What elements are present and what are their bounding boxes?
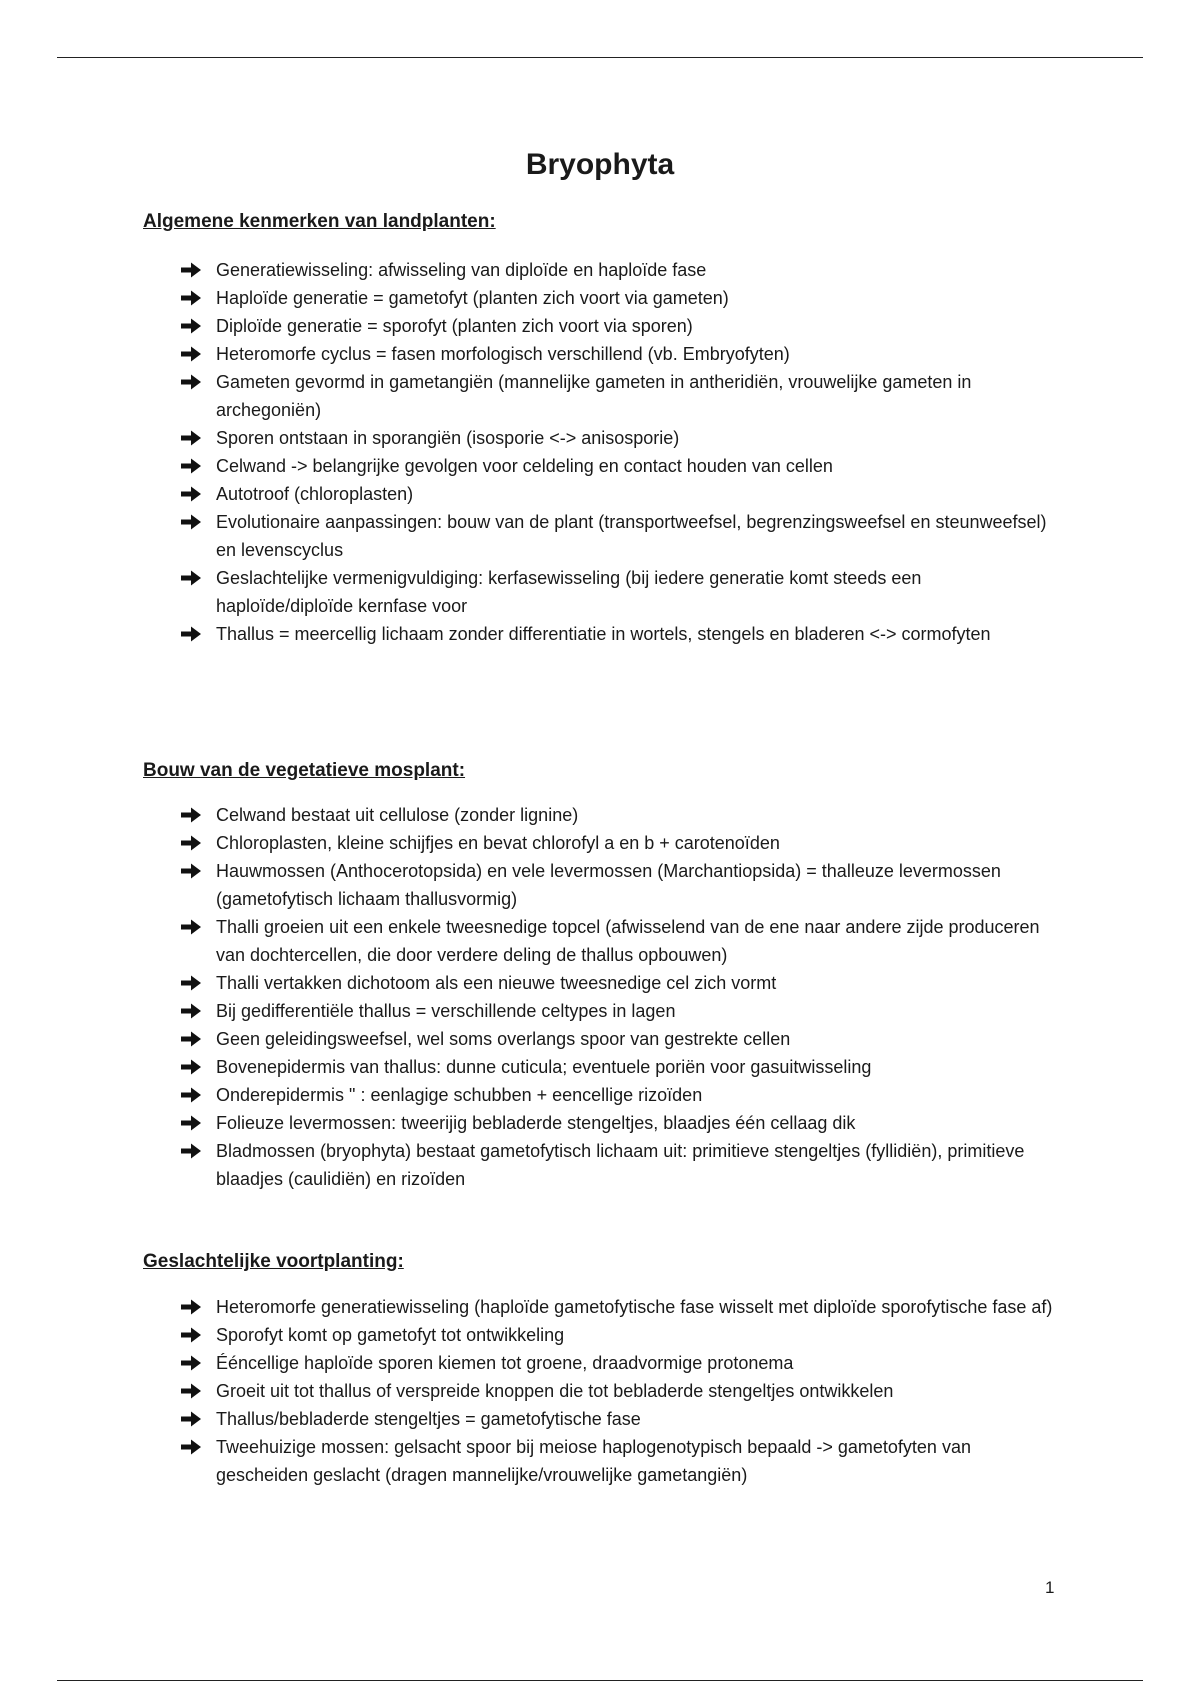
list-item-text: Thalli groeien uit een enkele tweesnedige topcel (afwisselend van de ene naar andere zijde produceren van dochtercellen, die door verdere deling de thallus opbouwen) [216, 917, 1040, 965]
list-item [0, 452, 1056, 480]
list-item [0, 1321, 1056, 1349]
list-item [0, 1293, 1056, 1321]
arrow-right-icon [180, 1002, 202, 1020]
arrow-right-icon [180, 373, 202, 391]
list-item [0, 368, 1056, 424]
list-item-text: Diploïde generatie = sporofyt (planten zich voort via sporen) [216, 316, 693, 336]
arrow-right-icon [180, 1030, 202, 1048]
list-item [0, 1405, 1056, 1433]
list-item-text: Celwand -> belangrijke gevolgen voor celdeling en contact houden van cellen [216, 456, 833, 476]
list-item-text: Heteromorfe cyclus = fasen morfologisch verschillend (vb. Embryofyten) [216, 344, 790, 364]
list-item-text: Autotroof (chloroplasten) [216, 484, 414, 504]
list-item [0, 1109, 1056, 1137]
list-item-text: Ééncellige haploïde sporen kiemen tot groene, draadvormige protonema [216, 1353, 794, 1373]
arrow-right-icon [180, 1142, 202, 1160]
list-item [0, 508, 1056, 564]
list-item-text: Sporen ontstaan in sporangiën (isosporie <-> anisosporie) [216, 428, 680, 448]
list-item-text: Onderepidermis " : eenlagige schubben + eencellige rizoïden [216, 1085, 703, 1105]
arrow-right-icon [180, 429, 202, 447]
list-item [0, 1377, 1056, 1405]
list-item [0, 256, 1056, 284]
arrow-right-icon [180, 1298, 202, 1316]
section-heading-reproduction: Geslachtelijke voortplanting: [143, 1251, 404, 1272]
list-item [0, 857, 1056, 913]
arrow-right-icon [180, 1326, 202, 1344]
arrow-right-icon [180, 974, 202, 992]
list-item [0, 801, 1056, 829]
arrow-right-icon [180, 862, 202, 880]
list-item-text: Thallus = meercellig lichaam zonder differentiatie in wortels, stengels en bladeren <-> cormofyten [216, 624, 991, 644]
section-heading-vegetative: Bouw van de vegetatieve mosplant: [143, 760, 466, 781]
list-item-text: Tweehuizige mossen: gelsacht spoor bij meiose haplogenotypisch bepaald -> gametofyten van gescheiden geslacht (dragen mannelijke/vrouwelijke gametangiën) [216, 1437, 971, 1485]
list-item [0, 1137, 1056, 1193]
list-item [0, 1025, 1056, 1053]
list-item [0, 284, 1056, 312]
arrow-right-icon [180, 345, 202, 363]
list-item [0, 829, 1056, 857]
section-list-general [0, 256, 1056, 648]
arrow-right-icon [180, 1058, 202, 1076]
list-item-text: Generatiewisseling: afwisseling van diploïde en haploïde fase [216, 260, 707, 280]
list-item-text: Bladmossen (bryophyta) bestaat gametofytisch lichaam uit: primitieve stengeltjes (fyllidiën), primitieve blaadjes (caulidiën) en rizoïden [216, 1141, 1025, 1189]
list-item [0, 913, 1056, 969]
list-item [0, 312, 1056, 340]
list-item-text: Hauwmossen (Anthocerotopsida) en vele levermossen (Marchantiopsida) = thalleuze levermossen (gametofytisch lichaam thallusvormig) [216, 861, 1001, 909]
list-item [0, 424, 1056, 452]
list-item-text: Heteromorfe generatiewisseling (haploïde gametofytische fase wisselt met diploïde sporofytische fase af) [216, 1297, 1053, 1317]
list-item-text: Folieuze levermossen: tweerijig bebladerde stengeltjes, blaadjes één cellaag dik [216, 1113, 856, 1133]
arrow-right-icon [180, 1114, 202, 1132]
page-title: Bryophyta [525, 148, 675, 181]
list-item [0, 1349, 1056, 1377]
list-item [0, 1081, 1056, 1109]
arrow-right-icon [180, 834, 202, 852]
arrow-right-icon [180, 625, 202, 643]
list-item-text: Groeit uit tot thallus of verspreide knoppen die tot bebladerde stengeltjes ontwikkelen [216, 1381, 894, 1401]
arrow-right-icon [180, 261, 202, 279]
section-list-reproduction [0, 1293, 1056, 1489]
list-item-text: Celwand bestaat uit cellulose (zonder lignine) [216, 805, 579, 825]
list-item-text: Gameten gevormd in gametangiën (mannelijke gameten in antheridiën, vrouwelijke gameten in archegoniën) [216, 372, 972, 420]
list-item [0, 340, 1056, 368]
list-item [0, 969, 1056, 997]
list-item-text: Evolutionaire aanpassingen: bouw van de plant (transportweefsel, begrenzingsweefsel en steunweefsel) en levenscyclus [216, 512, 1047, 560]
arrow-right-icon [180, 918, 202, 936]
list-item [0, 620, 1056, 648]
list-item-text: Thallus/bebladerde stengeltjes = gametofytische fase [216, 1409, 641, 1429]
list-item-text: Bovenepidermis van thallus: dunne cuticula; eventuele poriën voor gasuitwisseling [216, 1057, 872, 1077]
section-heading-general: Algemene kenmerken van landplanten: [143, 211, 496, 232]
arrow-right-icon [180, 457, 202, 475]
arrow-right-icon [180, 569, 202, 587]
list-item [0, 1053, 1056, 1081]
arrow-right-icon [180, 485, 202, 503]
arrow-right-icon [180, 1354, 202, 1372]
list-item-text: Sporofyt komt op gametofyt tot ontwikkeling [216, 1325, 565, 1345]
list-item [0, 480, 1056, 508]
list-item [0, 1433, 1056, 1489]
list-item-text: Chloroplasten, kleine schijfjes en bevat chlorofyl a en b + carotenoïden [216, 833, 780, 853]
header-rule [57, 57, 1143, 58]
list-item [0, 997, 1056, 1025]
arrow-right-icon [180, 289, 202, 307]
arrow-right-icon [180, 1410, 202, 1428]
arrow-right-icon [180, 1086, 202, 1104]
arrow-right-icon [180, 1382, 202, 1400]
page-number: 1 [1045, 1578, 1055, 1597]
arrow-right-icon [180, 317, 202, 335]
list-item-text: Geen geleidingsweefsel, wel soms overlangs spoor van gestrekte cellen [216, 1029, 791, 1049]
list-item [0, 564, 1056, 620]
list-item-text: Geslachtelijke vermenigvuldiging: kerfasewisseling (bij iedere generatie komt steeds een haploïde/diploïde kernfase voor [216, 568, 922, 616]
footer-rule [57, 1680, 1143, 1681]
list-item-text: Haploïde generatie = gametofyt (planten zich voort via gameten) [216, 288, 729, 308]
list-item-text: Bij gedifferentiële thallus = verschillende celtypes in lagen [216, 1001, 676, 1021]
arrow-right-icon [180, 806, 202, 824]
arrow-right-icon [180, 513, 202, 531]
arrow-right-icon [180, 1438, 202, 1456]
section-list-vegetative [0, 801, 1056, 1193]
list-item-text: Thalli vertakken dichotoom als een nieuwe tweesnedige cel zich vormt [216, 973, 777, 993]
